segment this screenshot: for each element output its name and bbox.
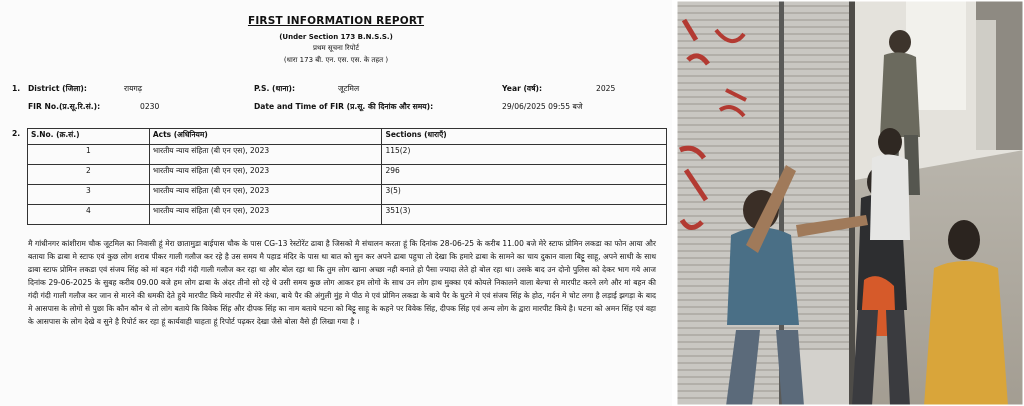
header-sno: S.No. (क्र.सं.) xyxy=(28,129,150,145)
section-2-number: 2. xyxy=(12,129,21,138)
table-header-row xyxy=(28,129,667,145)
row-sno: 4 xyxy=(28,205,150,225)
fir-number-label: FIR No.(प्र.सू.रि.सं.): xyxy=(28,102,101,111)
table-row xyxy=(28,205,667,225)
table-row xyxy=(28,165,667,185)
report-subtitle-en: (Under Section 173 B.N.S.S.) xyxy=(279,33,393,41)
complaint-narrative: मै गांधीनगर कांशीराम चौक जूटमिल का निवासी हूं मेरा छातामुडा बाईपास चौक के पास CG-13 रेस्टोरेंट ढाबा है जिसको मै संचालन करता हूं कि दिनांक 28-06-25 के करीब 11.00 बजे मेरे स्टाफ प्रोमिन लकडा का फोन आया और बताया कि ढाबा मे स्टाफ एवं कुछ लोग शराब पीकर गाली गलौज कर रहे है उस समय मै पहाड मंदिर के पास था बात को सुन कर अपने ढाबा पहुचा तो देखा कि हमारे ढाबा के सामने का चाय दुकान वाला बिट्टू साहू, अपने साथी के साथ ढाबा स्टाफ प्रोमिन लकडा एवं संजय सिंह को मां बहन गंदी गंदी गाली गलौज कर रहा था और बोल रहा था कि तुम लोग खाना अच्छा नही बनाते हो पैसा ज्यादा लेते हो बोल रहा था। उसके बाद उन दोनो पुलिस को देकर भाग गये आज दिनांक 29-06-2025 के सुबह करीब 09.00 बजे हम लोग ढाबा के अंदर तीनो सो रहे थे उसी समय कुछ लोग आकर हम लोगो के साथ उन लोग हाथ मुक्का एवं कोयले निकालने वाला बेल्चा से मारपीट करने लगे और मां बहन की गंदी गंदी गाली गलौज कर जान से मारने की धमकी देते हुये मारपीट किये मारपीट से मेरे कंधा, बाये पैर की अंगुली मुंह मे पीठ मे एवं प्रोमिन लकडा के बाये पैर के घुटने मे एवं संजय सिंह के होठ, गर्दन मे चोट लगा है लड़ाई झगड़ा के बाद मे आसपास के लोगो से पुछा कि कौन कौन थे तो लोग बताये कि विवेक सिंह और दीपक सिंह का नाम बताये घटना को बिट्टू साहू के कहने पर विवेक सिंह, दीपक सिंह एवं अन्य लोग के द्वारा मारपीट किये है। घटना को अमन सिंह एवं वहा के आसपास के लोग देखे व सुने है रिपोर्ट कर रहा हूं कार्यवाही चाहता हूं रिपोर्ट पढ़कर देखा जैसे बोला वैसे ही लिखा गया है । xyxy=(28,239,656,326)
table-row xyxy=(28,145,667,165)
cctv-still-photo xyxy=(676,0,1024,406)
district-label: District (जिला): xyxy=(28,84,87,93)
report-subtitle-hi: प्रथम सूचना रिपोर्ट xyxy=(313,44,359,52)
row-sno: 3 xyxy=(28,185,150,205)
year-label: Year (वर्ष): xyxy=(502,84,543,93)
row-act: भारतीय न्याय संहिता (बी एन एस), 2023 xyxy=(149,145,382,165)
row-act: भारतीय न्याय संहिता (बी एन एस), 2023 xyxy=(149,205,382,225)
section-1-number: 1. xyxy=(12,84,21,93)
fir-number-value: 0230 xyxy=(140,102,160,111)
report-subtitle-hi-section: (धारा 173 बी. एन. एस. एस. के तहत ) xyxy=(283,56,389,64)
fir-datetime-value: 29/06/2025 09:55 बजे xyxy=(502,102,583,111)
header-sections: Sections (धाराएँ) xyxy=(382,129,667,145)
row-act: भारतीय न्याय संहिता (बी एन एस), 2023 xyxy=(149,185,382,205)
row-section: 296 xyxy=(382,165,667,185)
year-value: 2025 xyxy=(596,84,616,93)
acts-sections-table xyxy=(27,128,667,225)
report-title: FIRST INFORMATION REPORT xyxy=(247,15,425,27)
row-section: 3(5) xyxy=(382,185,667,205)
row-sno: 1 xyxy=(28,145,150,165)
district-value: रायगढ़ xyxy=(124,84,143,93)
row-act: भारतीय न्याय संहिता (बी एन एस), 2023 xyxy=(149,165,382,185)
header-acts: Acts (अधिनियम) xyxy=(149,129,382,145)
table-row xyxy=(28,185,667,205)
fir-datetime-label: Date and Time of FIR (प्र.सू. की दिनांक और समय): xyxy=(254,102,434,111)
row-section: 115(2) xyxy=(382,145,667,165)
row-sno: 2 xyxy=(28,165,150,185)
police-station-value: जूटमिल xyxy=(338,84,360,93)
row-section: 351(3) xyxy=(382,205,667,225)
cctv-scene-illustration xyxy=(676,0,1024,406)
police-station-label: P.S. (थाना): xyxy=(254,84,296,93)
